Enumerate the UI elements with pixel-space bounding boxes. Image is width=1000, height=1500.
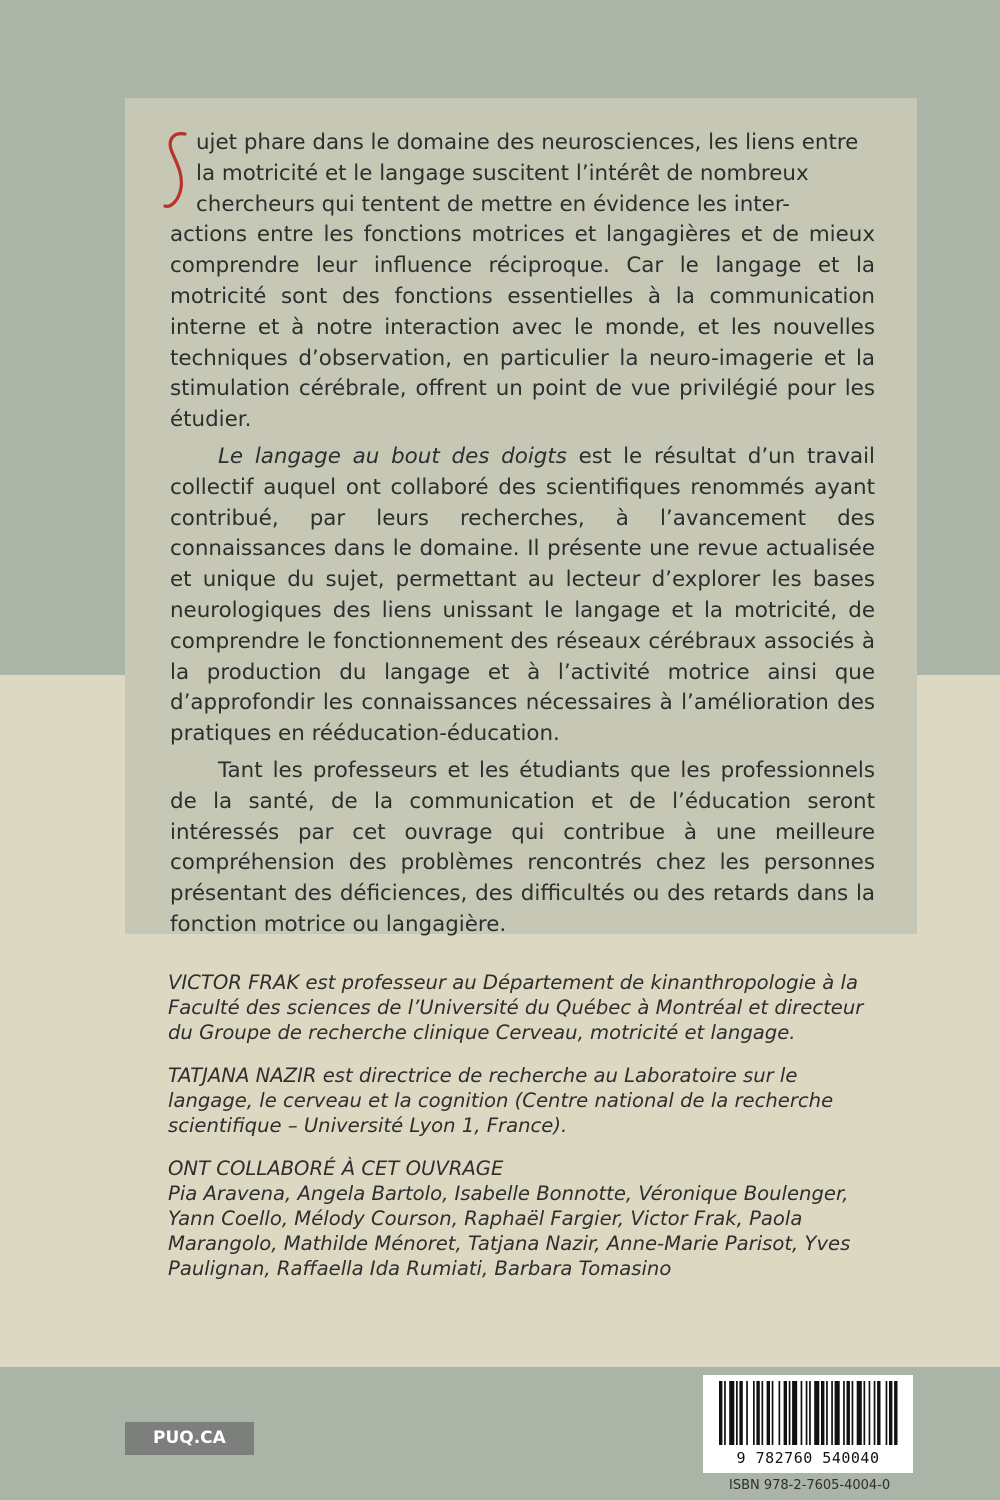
barcode-bar <box>894 1381 897 1445</box>
barcode-bar <box>779 1381 781 1445</box>
barcode-bar <box>831 1381 833 1445</box>
barcode-digits: 9 782760 540040 <box>736 1449 880 1467</box>
barcode <box>703 1375 913 1473</box>
summary-line-3: chercheurs qui tentent de mettre en évidence les inter- <box>196 191 790 217</box>
barcode-bar <box>886 1381 888 1445</box>
barcode-bar <box>821 1381 824 1445</box>
barcode-bar <box>835 1381 840 1445</box>
summary-line-2: la motricité et le langage suscitent l’intérêt de nombreux <box>196 160 809 186</box>
barcode-bar <box>719 1381 722 1445</box>
barcode-bar <box>753 1381 755 1445</box>
contributors-names: Pia Aravena, Angela Bartolo, Isabelle Bonnotte, Véronique Boulenger, Yann Coello, Mélody Courson, Raphaël Fargier, Victor Frak, Paola Marangolo, Mathilde Ménoret, Tatjana Nazir, Anne-Marie Parisot, Yves Paulignan, Raffaella Ida Rumiati, Barbara Tomasino <box>168 1182 851 1280</box>
barcode-bar <box>767 1381 770 1445</box>
summary-paragraph-2-text: est le résultat d’un travail collectif auquel ont collaboré des scientifiques renommés ayant contribué, par leurs recherches, à l’avancement des connaissances dans le domaine. Il présente une revue actualisée et unique du sujet, permettant au lecteur d’explorer les bases neurologiques des liens unissant le langage et la motricité, de comprendre le fonctionnement des réseaux cérébraux associés à la production du langage et à l’activité motrice ainsi que d’approfondir les connaissances nécessaires à l’amélioration des pratiques en rééducation-éducation. <box>170 443 875 747</box>
barcode-bar <box>784 1381 787 1445</box>
barcode-bar <box>772 1381 774 1445</box>
barcode-bar <box>874 1381 876 1445</box>
summary-rest: actions entre les fonctions motrices et langagières et de mieux comprendre leur influence réciproque. Car le langage et la motricité sont des fonctions essentielles à la communication interne et à notre interaction avec le monde, et les nouvelles techniques d’observation, en particulier la neuro-imagerie et la stimulation cérébrale, offrent un point de vue privilégié pour les étudier. <box>170 222 875 433</box>
barcode-bar <box>762 1381 764 1445</box>
book-title: Le langage au bout des doigts <box>218 443 567 469</box>
barcode-bar <box>756 1381 759 1445</box>
summary-paragraph-1 <box>170 128 875 436</box>
barcode-bar <box>814 1381 819 1445</box>
barcode-bar <box>852 1381 854 1445</box>
summary-paragraph-2 <box>170 442 875 750</box>
author-bios <box>168 970 888 1281</box>
contributors <box>168 1156 888 1281</box>
barcode-bar <box>736 1381 738 1445</box>
summary-line-1: ujet phare dans le domaine des neurosciences, les liens entre <box>196 130 859 155</box>
barcode-bar <box>729 1381 734 1445</box>
isbn: ISBN 978-2-7605-4004-0 <box>729 1478 891 1493</box>
contributors-heading: ONT COLLABORÉ À CET OUVRAGE <box>168 1157 504 1180</box>
barcode-bar <box>809 1381 811 1445</box>
barcode-bar <box>789 1381 791 1445</box>
barcode-bar <box>801 1381 803 1445</box>
summary-paragraph-3: Tant les professeurs et les étudiants que les professionnels de la santé, de la communication et de l’éducation seront intéressés par cet ouvrage qui contribue à une meilleure compréhension des problèmes rencontrés chez les personnes présentant des déficiences, des difficultés ou des retards dans la fonction motrice ou langagière. <box>170 757 875 937</box>
barcode-bar <box>724 1381 726 1445</box>
bio-victor-frak: VICTOR FRAK est professeur au Département de kinanthropologie à la Faculté des sciences de l’Université du Québec à Montréal et directeur du Groupe de recherche clinique Cerveau, motricité et langage. <box>168 971 864 1044</box>
barcode-bar <box>739 1381 742 1445</box>
publisher-badge: PUQ.CA <box>125 1422 254 1455</box>
barcode-bar <box>792 1381 797 1445</box>
barcode-bar <box>826 1381 828 1445</box>
summary-text <box>170 128 875 947</box>
bio-tatjana-nazir: TATJANA NAZIR est directrice de recherche au Laboratoire sur le langage, le cerveau et la cognition (Centre national de la recherche scientifique – Université Lyon 1, France). <box>168 1064 834 1137</box>
barcode-bar <box>746 1381 748 1445</box>
barcode-bar <box>847 1381 850 1445</box>
barcode-bar <box>877 1381 880 1445</box>
barcode-bar <box>889 1381 892 1445</box>
barcode-bar <box>864 1381 866 1445</box>
barcode-bar <box>869 1381 871 1445</box>
barcode-bar <box>843 1381 845 1445</box>
barcode-bar <box>857 1381 862 1445</box>
barcode-bars <box>703 1375 913 1449</box>
barcode-bar <box>806 1381 808 1445</box>
